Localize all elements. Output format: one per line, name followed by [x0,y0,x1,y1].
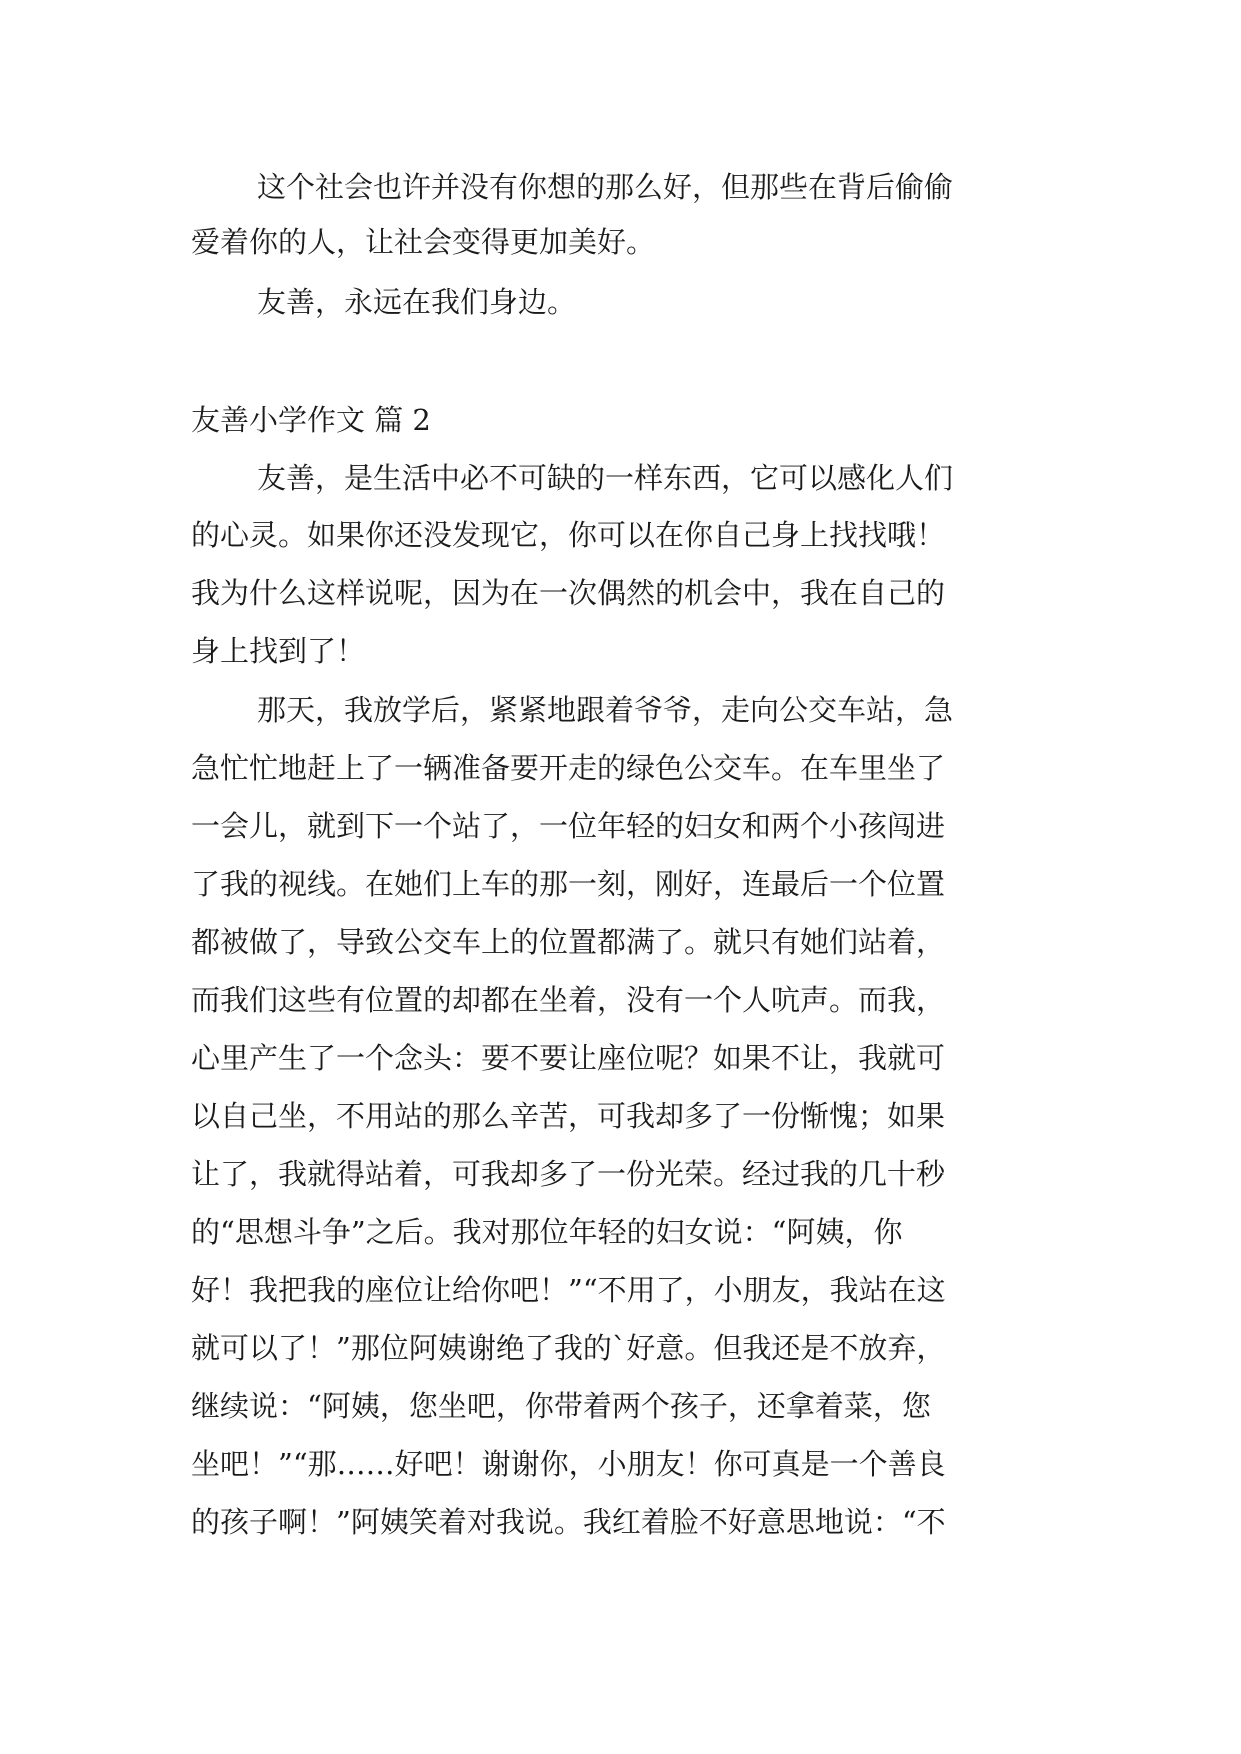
paragraph-line: 了我的视线。在她们上车的那一刻，刚好，连最后一个位置 [191,867,946,901]
paragraph-line: 一会儿，就到下一个站了，一位年轻的妇女和两个小孩闯进 [191,809,946,843]
paragraph-line: 身上找到了！ [191,634,366,668]
paragraph-line: 以自己坐，不用站的那么辛苦，可我却多了一份惭愧；如果 [191,1099,946,1133]
paragraph-line: 这个社会也许并没有你想的那么好，但那些在背后偷偷 [257,170,954,204]
paragraph-line: 的心灵。如果你还没发现它，你可以在你自己身上找找哦！ [191,518,946,552]
paragraph-line: 而我们这些有位置的却都在坐着，没有一个人吭声。而我， [191,983,946,1017]
paragraph-line: 继续说：“阿姨，您坐吧，你带着两个孩子，还拿着菜，您 [191,1389,931,1423]
section-heading: 友善小学作文 篇 2 [191,403,431,437]
paragraph-line: 的孩子啊！”阿姨笑着对我说。我红着脸不好意思地说：“不 [191,1505,946,1539]
paragraph-line: 的“思想斗争”之后。我对那位年轻的妇女说：“阿姨，你 [191,1215,903,1249]
paragraph-line: 都被做了，导致公交车上的位置都满了。就只有她们站着， [191,925,946,959]
paragraph-line: 那天，我放学后，紧紧地跟着爷爷，走向公交车站，急 [257,693,954,727]
paragraph-line: 友善，是生活中必不可缺的一样东西，它可以感化人们 [257,461,954,495]
paragraph-line: 好！我把我的座位让给你吧！”“不用了，小朋友，我站在这 [191,1273,946,1307]
paragraph-line: 友善，永远在我们身边。 [257,285,577,319]
paragraph-line: 就可以了！”那位阿姨谢绝了我的`好意。但我还是不放弃， [191,1331,946,1365]
paragraph-line: 我为什么这样说呢，因为在一次偶然的机会中，我在自己的 [191,576,946,610]
paragraph-line: 爱着你的人，让社会变得更加美好。 [191,225,656,259]
paragraph-line: 坐吧！”“那……好吧！谢谢你，小朋友！你可真是一个善良 [191,1447,946,1481]
paragraph-line: 心里产生了一个念头：要不要让座位呢？如果不让，我就可 [191,1041,946,1075]
paragraph-line: 急忙忙地赶上了一辆准备要开走的绿色公交车。在车里坐了 [191,751,946,785]
paragraph-line: 让了，我就得站着，可我却多了一份光荣。经过我的几十秒 [191,1157,946,1191]
